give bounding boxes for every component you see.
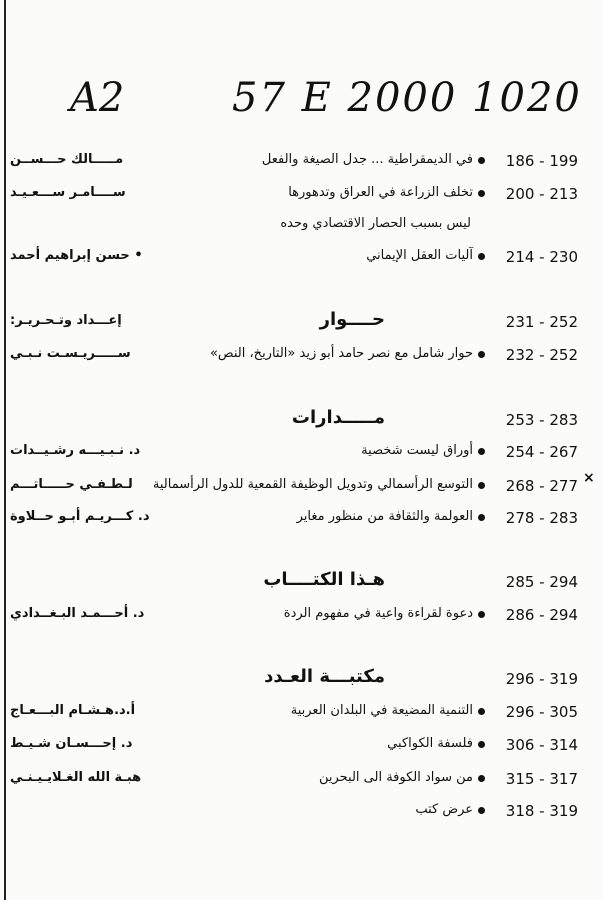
handwritten-note-right: 57 E 2000 1020 (232, 75, 582, 121)
section-title: هـذا الكتــــاب (263, 569, 385, 590)
entry-author: د. أحـــمـد البـغــدادي (10, 606, 145, 621)
entry-bullet-icon (478, 351, 485, 358)
entry-title: التنمية المضيعة في البلدان العربية (290, 703, 473, 718)
entry-author: د. كـــريـم أبـو حــلاوة (10, 509, 150, 524)
entry-pages: 214 - 230 (505, 248, 578, 266)
entry-bullet-icon (478, 157, 485, 164)
section-pages: 285 - 294 (505, 573, 578, 591)
entry-pages: 315 - 317 (505, 770, 578, 788)
entry-pages: 318 - 319 (505, 802, 578, 820)
entry-author: د. نـبـيـــه رشـيــدات (10, 443, 141, 458)
entry-bullet-icon (478, 482, 485, 489)
entry-title: ليس بسبب الحصار الاقتصادي وحده (280, 216, 471, 231)
entry-pages: 200 - 213 (505, 185, 578, 203)
entry-title: آليات العقل الإيماني (366, 248, 473, 263)
entry-bullet-icon (478, 708, 485, 715)
margin-mark: × (583, 470, 595, 486)
entry-pages: 254 - 267 (505, 443, 578, 461)
page-left-edge (4, 0, 6, 900)
section-pages: 296 - 319 (505, 670, 578, 688)
entry-pages: 268 - 277 (505, 477, 578, 495)
entry-title: عرض كتب (415, 802, 473, 817)
entry-bullet-icon (478, 741, 485, 748)
entry-pages: 232 - 252 (505, 346, 578, 364)
entry-bullet-icon (478, 253, 485, 260)
entry-author: ســــامـر ســـعـيـد (10, 185, 126, 200)
entry-author: أ.د.هـشـام البـــعـاج (10, 703, 136, 718)
section-author: إعـــداد وتـحـريـر: (10, 313, 122, 328)
entry-author: د. إحـــسـان شـيـط (10, 736, 133, 751)
entry-title: التوسع الرأسمالي وتدويل الوظيفة القمعية للدول الرأسمالية (152, 477, 473, 492)
entry-bullet-icon (478, 611, 485, 618)
entry-pages: 296 - 305 (505, 703, 578, 721)
entry-pages: 278 - 283 (505, 509, 578, 527)
entry-bullet-icon (478, 448, 485, 455)
entry-title: من سواد الكوفة الى البحرين (318, 770, 473, 785)
entry-bullet-icon (478, 514, 485, 521)
entry-bullet-icon (478, 190, 485, 197)
entry-bullet-icon (478, 807, 485, 814)
entry-author: لـطـفـي حـــــاتـــم (10, 477, 133, 492)
entry-author: هبـة الله الغـلايـيـنـي (10, 770, 142, 785)
entry-bullet-icon (478, 775, 485, 782)
section-pages: 253 - 283 (505, 411, 578, 429)
section-pages: 231 - 252 (505, 313, 578, 331)
section-title: مكتبـــة العـدد (264, 666, 385, 687)
entry-title: العولمة والثقافة من منظور مغاير (296, 509, 473, 524)
handwritten-note-left: A2 (70, 75, 125, 121)
entry-title: أوراق ليست شخصية (361, 443, 473, 458)
entry-author: مـــــالك حـــســن (10, 152, 124, 167)
entry-title: حوار شامل مع نصر حامد أبو زيد «التاريخ، النص» (209, 346, 473, 361)
entry-author: ســـــريـسـت نـبـي (10, 346, 131, 361)
entry-title: في الديمقراطية ... جدل الصيغة والفعل (261, 152, 473, 167)
entry-author: • حسن إبراهيم أحمد (10, 248, 143, 263)
section-title: مـــــدارات (291, 407, 385, 428)
entry-pages: 286 - 294 (505, 606, 578, 624)
entry-pages: 306 - 314 (505, 736, 578, 754)
entry-title: تخلف الزراعة في العراق وتدهورها (288, 185, 473, 200)
entry-title: دعوة لقراءة واعية في مفهوم الردة (283, 606, 473, 621)
entry-title: فلسفة الكواكبي (387, 736, 473, 751)
entry-pages: 186 - 199 (505, 152, 578, 170)
section-title: حــــوار (319, 309, 385, 330)
